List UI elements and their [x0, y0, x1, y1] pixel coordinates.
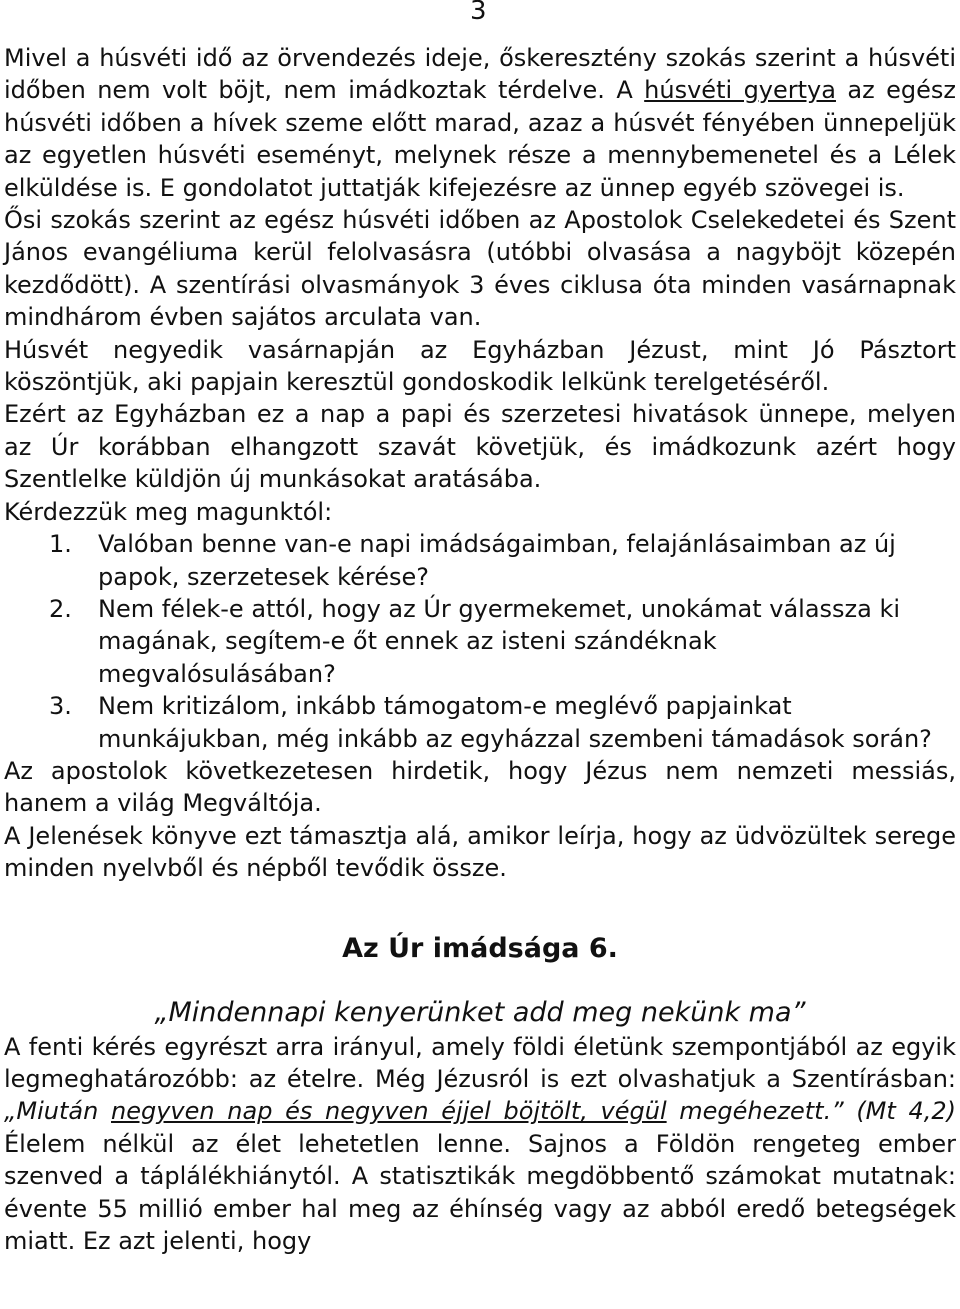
- paragraph-revelation: A Jelenések könyve ezt támasztja alá, amikor leírja, hogy az üdvözültek serege minden nyelvből és népből tevődik össze.: [4, 821, 956, 883]
- paragraph-vocations: Ezért az Egyházban ez a nap a papi és szerzetesi hivatások ünnepe, melyen az Úr korábban elhangzott szavát követjük, és imádkozunk azért hogy Szentlelke küldjön új munkásokat aratásába.: [4, 400, 956, 494]
- document-body: [4, 42, 956, 1257]
- list-text: Valóban benne van-e napi imádságaimban, felajánlásaimban az új papok, szerzetesek kérése?: [98, 530, 896, 591]
- question-list: [4, 528, 956, 755]
- scripture-quote: [4, 1097, 956, 1125]
- paragraph-apostles: Az apostolok következetesen hirdetik, hogy Jézus nem nemzeti messiás, hanem a világ Megváltója.: [4, 756, 956, 818]
- list-item: [4, 593, 956, 690]
- quote-text: megéhezett.” (Mt 4,2): [666, 1097, 956, 1126]
- easter-candle-link[interactable]: húsvéti gyertya: [644, 76, 836, 105]
- paragraph-ask-ourselves: Kérdezzük meg magunktól:: [4, 497, 333, 526]
- quote-text: „Miután: [4, 1097, 112, 1126]
- paragraph-text: A fenti kérés egyrészt arra irányul, amely földi életünk szempontjából az egyik legmeghatározóbb: az ételre. Még Jézusról is ezt olvashatjuk a Szentírásban:: [4, 1032, 956, 1093]
- paragraph-text: Élelem nélkül az élet lehetetlen lenne. Sajnos a Földön rengeteg ember szenved a táplálékhiánytól. A statisztikák megdöbbentő számokat mutatnak: évente 55 millió ember hal meg az éhínség vagy az abból eredő betegségek miatt. Ez azt jelenti, hogy: [4, 1129, 956, 1255]
- quote-underlined-text: negyven nap és negyven éjjel böjtölt, végül: [111, 1097, 667, 1126]
- paragraph-text: Mivel a húsvéti idő az örvendezés ideje, őskeresztény szokás szerint a húsvéti időben nem volt böjt, nem imádkoztak térdelve. A: [4, 44, 956, 105]
- list-item: [4, 528, 956, 593]
- list-number: 2.: [49, 594, 72, 623]
- paragraph-good-shepherd: Húsvét negyedik vasárnapján az Egyházban Jézust, mint Jó Pásztort köszöntjük, aki papjain keresztül gondoskodik lelkünk terelgetéséről.: [4, 335, 956, 397]
- paragraph-readings: Ősi szokás szerint az egész húsvéti időben az Apostolok Cselekedetei és Szent János evangéliuma kerül felolvasásra (utóbbi olvasása a nagyböjt közepén kezdődött). A szentírási olvasmányok 3 éves ciklusa óta minden vasárnapnak mindhárom évben sajátos arculata van.: [4, 206, 956, 332]
- list-text: Nem félek-e attól, hogy az Úr gyermekemet, unokámat válassza ki magának, segítem-e őt ennek az isteni szándéknak megvalósulásában?: [98, 594, 901, 688]
- paragraph-text: az egész húsvéti időben a hívek szeme előtt marad, azaz a húsvét fényében ünnepeljük az egyetlen húsvéti eseményt, melynek része a mennybemenetel és a Lélek elküldése is. E gondolatot juttatják kifejezésre az ünnep egyéb szövegei is.: [4, 76, 956, 202]
- list-item: [4, 690, 956, 755]
- paragraph-daily-bread: [4, 1031, 956, 1258]
- page-number: 3: [470, 0, 487, 26]
- list-number: 1.: [49, 530, 72, 559]
- paragraph-easter-time: [4, 42, 956, 204]
- section-heading: Az Úr imádsága 6.: [342, 932, 618, 964]
- list-number: 3.: [49, 692, 72, 721]
- section-subheading: „Mindennapi kenyerünket add meg nekünk ma”: [154, 996, 806, 1028]
- list-text: Nem kritizálom, inkább támogatom-e meglévő papjainkat munkájukban, még inkább az egyházzal szembeni támadások során?: [98, 692, 932, 753]
